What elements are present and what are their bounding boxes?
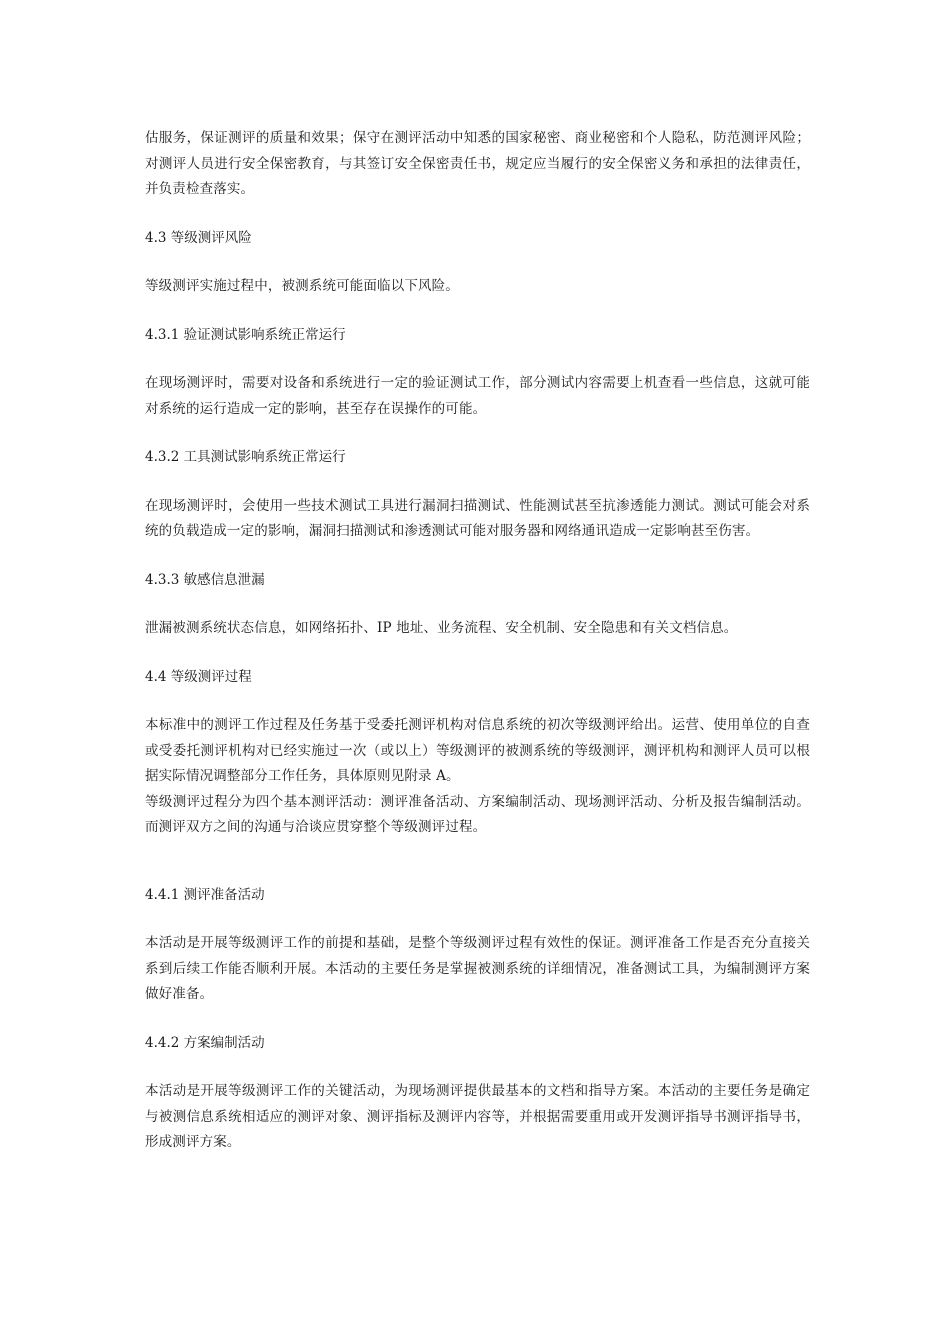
- section-4-3-3-paragraph: 泄漏被测系统状态信息，如网络拓扑、IP 地址、业务流程、安全机制、安全隐患和有关文档信息。: [145, 620, 738, 636]
- intro-paragraph: 估服务，保证测评的质量和效果；保守在测评活动中知悉的国家秘密、商业秘密和个人隐私，防范测评风险；对测评人员进行安全保密教育，与其签订安全保密责任书，规定应当履行的安全保密义务和承担的法律责任，并负责检查落实。: [145, 130, 810, 197]
- section-4-3-2-heading: 4.3.2 工具测试影响系统正常运行: [145, 449, 346, 465]
- section-4-3-1-heading: 4.3.1 验证测试影响系统正常运行: [145, 326, 346, 343]
- document-page: [145, 126, 810, 1156]
- section-4-3-1-paragraph: 在现场测评时，需要对设备和系统进行一定的验证测试工作，部分测试内容需要上机查看一些信息，这就可能对系统的运行造成一定的影响，甚至存在误操作的可能。: [145, 375, 810, 417]
- section-4-4-2-paragraph: 本活动是开展等级测评工作的关键活动，为现场测评提供最基本的文档和指导方案。本活动的主要任务是确定与被测信息系统相适应的测评对象、测评指标及测评内容等，并根据需要重用或开发测评指导书测评指导书，形成测评方案。: [145, 1083, 810, 1150]
- section-4-4-paragraph-b: 等级测评过程分为四个基本测评活动：测评准备活动、方案编制活动、现场测评活动、分析及报告编制活动。而测评双方之间的沟通与洽谈应贯穿整个等级测评过程。: [145, 793, 810, 835]
- section-4-3-paragraph: 等级测评实施过程中，被测系统可能面临以下风险。: [145, 278, 459, 294]
- section-4-4-1-heading: 4.4.1 测评准备活动: [145, 886, 265, 903]
- section-4-4-1-paragraph: 本活动是开展等级测评工作的前提和基础，是整个等级测评过程有效性的保证。测评准备工作是否充分直接关系到后续工作能否顺利开展。本活动的主要任务是掌握被测系统的详细情况，准备测试工具，为编制测评方案做好准备。: [145, 935, 810, 1002]
- section-4-4-2-heading: 4.4.2 方案编制活动: [145, 1034, 265, 1051]
- section-4-3-3-heading: 4.3.3 敏感信息泄漏: [145, 571, 265, 588]
- section-4-4-heading: 4.4 等级测评过程: [145, 668, 252, 685]
- section-4-3-heading: 4.3 等级测评风险: [145, 229, 252, 246]
- section-4-4-paragraph-a: 本标准中的测评工作过程及任务基于受委托测评机构对信息系统的初次等级测评给出。运营、使用单位的自查或受委托测评机构对已经实施过一次（或以上）等级测评的被测系统的等级测评，测评机构和测评人员可以根据实际情况调整部分工作任务，具体原则见附录 A。: [145, 717, 810, 784]
- section-4-3-2-paragraph: 在现场测评时，会使用一些技术测试工具进行漏洞扫描测试、性能测试甚至抗渗透能力测试。测试可能会对系统的负载造成一定的影响，漏洞扫描测试和渗透测试可能对服务器和网络通讯造成一定影响甚至伤害。: [145, 497, 810, 539]
